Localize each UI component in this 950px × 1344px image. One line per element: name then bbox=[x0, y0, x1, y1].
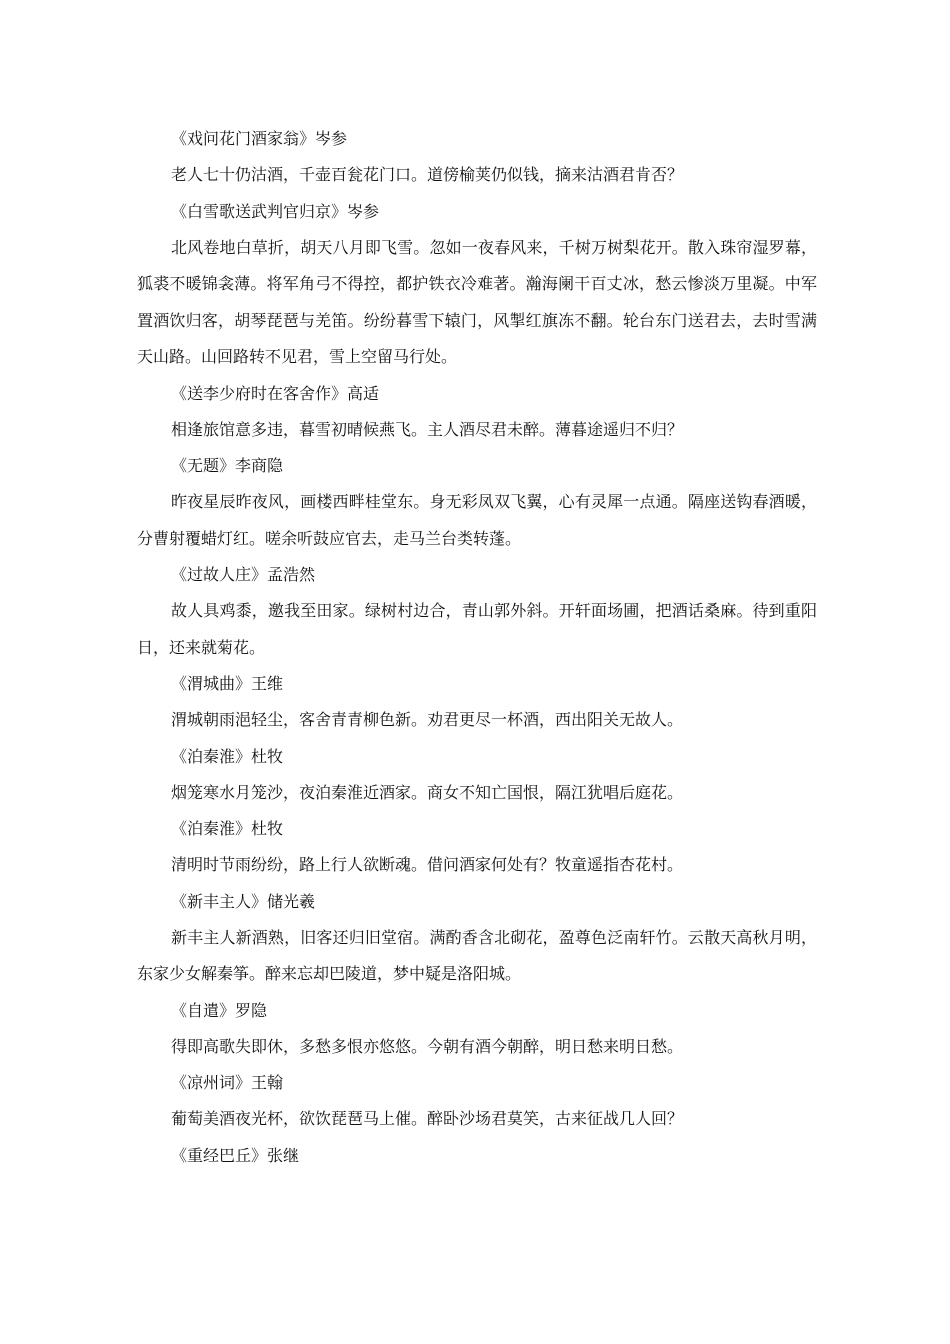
poem-title: 《白雪歌送武判官归京》岑参 bbox=[171, 201, 380, 221]
poem-title: 《送李少府时在客舍作》高适 bbox=[171, 383, 380, 403]
poem-title: 《自遣》罗隐 bbox=[171, 1000, 268, 1020]
poem-text: 新丰主人新酒熟，旧客还归旧堂宿。满酌香含北砌花，盈尊色泛南轩竹。云散天高秋月明，东家少女解秦筝。醉来忘却巴陵道，梦中疑是洛阳城。 bbox=[137, 927, 817, 983]
poem-title: 《凉州词》王翰 bbox=[171, 1073, 284, 1092]
poem-text: 葡萄美酒夜光杯，欲饮琵琶马上催。醉卧沙场君莫笑，古来征战几人回？ bbox=[171, 1109, 684, 1128]
poem-text: 烟笼寒水月笼沙，夜泊秦淮近酒家。商女不知亡国恨，隔江犹唱后庭花。 bbox=[171, 782, 684, 802]
poem-text: 昨夜星辰昨夜风，画楼西畔桂堂东。身无彩凤双飞翼，心有灵犀一点通。隔座送钩春酒暖，分曹射覆蜡灯红。嗟余听鼓应官去，走马兰台类转蓬。 bbox=[137, 492, 817, 548]
poem-text: 北风卷地白草折，胡天八月即飞雪。忽如一夜春风来，千树万树梨花开。散入珠帘湿罗幕，狐裘不暖锦衾薄。将军角弓不得控，都护铁衣冷难著。瀚海阑干百丈冰，愁云惨淡万里凝。中军置酒饮归客，胡琴琵琶与羌笛。纷纷暮雪下辕门，风掣红旗冻不翻。轮台东门送君去，去时雪满天山路。山回路转不见君，雪上空留马行处。 bbox=[137, 237, 817, 366]
document-page bbox=[137, 121, 817, 1174]
poem-title: 《戏问花门酒家翁》岑参 bbox=[171, 129, 348, 148]
poem-title: 《渭城曲》王维 bbox=[171, 674, 284, 693]
poem-title: 《泊秦淮》杜牧 bbox=[171, 746, 284, 766]
poem-title: 《过故人庄》孟浩然 bbox=[171, 565, 316, 584]
poem-text: 渭城朝雨浥轻尘，客舍青青柳色新。劝君更尽一杯酒，西出阳关无故人。 bbox=[171, 710, 684, 729]
poem-text: 故人具鸡黍，邀我至田家。绿树村边合，青山郭外斜。开轩面场圃，把酒话桑麻。待到重阳日，还来就菊花。 bbox=[137, 601, 817, 657]
poem-text: 清明时节雨纷纷，路上行人欲断魂。借问酒家何处有？牧童遥指杏花村。 bbox=[171, 855, 684, 874]
poem-title: 《新丰主人》储光羲 bbox=[171, 891, 316, 911]
poem-title: 《泊秦淮》杜牧 bbox=[171, 819, 284, 838]
poem-text: 老人七十仍沽酒，千壶百瓮花门口。道傍榆荚仍似钱，摘来沽酒君肯否？ bbox=[171, 165, 684, 184]
poem-text: 相逢旅馆意多违，暮雪初晴候燕飞。主人酒尽君未醉。薄暮途遥归不归？ bbox=[171, 419, 684, 439]
poem-title: 《无题》李商隐 bbox=[171, 456, 284, 475]
poem-title: 《重经巴丘》张继 bbox=[171, 1145, 300, 1165]
poem-text: 得即高歌失即休，多愁多恨亦悠悠。今朝有酒今朝醉，明日愁来明日愁。 bbox=[171, 1036, 684, 1056]
